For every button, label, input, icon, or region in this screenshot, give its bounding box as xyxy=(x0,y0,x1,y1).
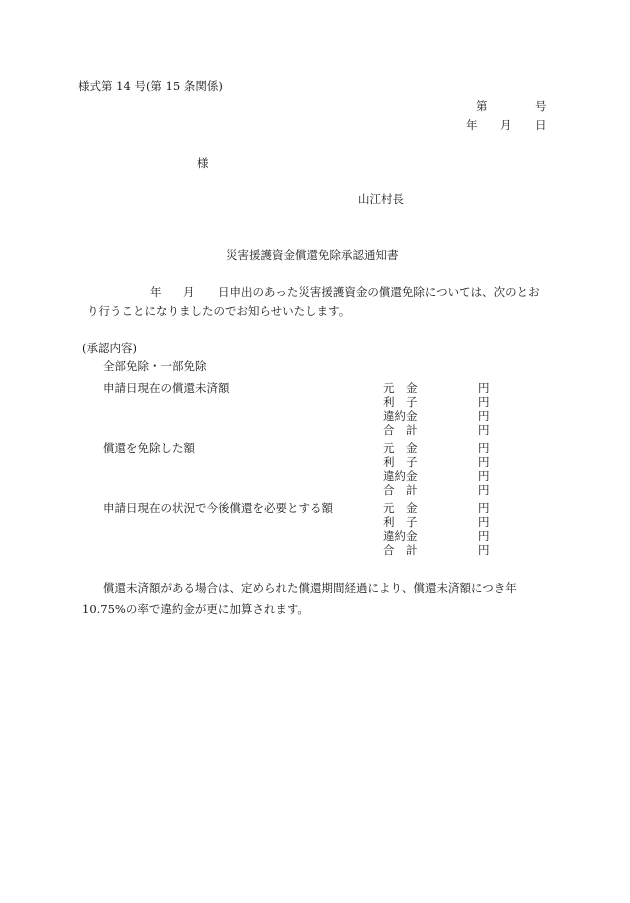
amount-item-label: 利 子 xyxy=(383,455,418,469)
amount-item-unit: 円 xyxy=(478,529,490,543)
section-label: 償還を免除した額 xyxy=(103,441,195,455)
amount-item-unit: 円 xyxy=(478,543,490,557)
amount-item-label: 違約金 xyxy=(383,529,418,543)
intro-month: 月 xyxy=(183,285,195,299)
note-line-1: 償還未済額がある場合は、定められた償還期間経過により、償還未済額につき年 xyxy=(103,581,517,595)
amount-item-unit: 円 xyxy=(478,395,490,409)
issuer: 山江村長 xyxy=(358,192,404,206)
amount-item-label: 元 金 xyxy=(383,381,418,395)
amount-item-unit: 円 xyxy=(478,515,490,529)
amount-item-label: 合 計 xyxy=(383,483,418,497)
amount-item-unit: 円 xyxy=(478,469,490,483)
amount-item-label: 合 計 xyxy=(383,423,418,437)
amount-item-label: 利 子 xyxy=(383,395,418,409)
document-title: 災害援護資金償還免除承認通知書 xyxy=(226,248,399,262)
doc-number-prefix: 第 xyxy=(476,99,488,113)
form-number: 様式第 14 号(第 15 条関係) xyxy=(78,79,223,93)
amount-item-unit: 円 xyxy=(478,441,490,455)
section-label: 申請日現在の状況で今後償還を必要とする額 xyxy=(103,501,333,515)
date-day: 日 xyxy=(535,118,547,132)
approval-type: 全部免除・一部免除 xyxy=(103,359,207,373)
amount-item-unit: 円 xyxy=(478,483,490,497)
amount-item-unit: 円 xyxy=(478,501,490,515)
amount-item-unit: 円 xyxy=(478,423,490,437)
section-label: 申請日現在の償還未済額 xyxy=(103,381,230,395)
intro-line-1: 日申出のあった災害援護資金の償還免除については、次のとお xyxy=(218,285,540,299)
amount-item-label: 利 子 xyxy=(383,515,418,529)
amount-item-unit: 円 xyxy=(478,409,490,423)
intro-line-2: り行うことになりましたのでお知らせいたします。 xyxy=(87,304,351,318)
amount-item-label: 合 計 xyxy=(383,543,418,557)
amount-item-label: 違約金 xyxy=(383,469,418,483)
note-line-2: 10.75%の率で違約金が更に加算されます。 xyxy=(82,602,309,616)
approval-heading: (承認内容) xyxy=(82,341,137,355)
date-month: 月 xyxy=(500,118,512,132)
date-year: 年 xyxy=(466,118,478,132)
amount-item-label: 元 金 xyxy=(383,441,418,455)
amount-item-label: 違約金 xyxy=(383,409,418,423)
intro-year: 年 xyxy=(150,285,162,299)
amount-item-label: 元 金 xyxy=(383,501,418,515)
addressee-suffix: 様 xyxy=(197,156,209,170)
amount-item-unit: 円 xyxy=(478,381,490,395)
amount-item-unit: 円 xyxy=(478,455,490,469)
doc-number-suffix: 号 xyxy=(535,99,547,113)
